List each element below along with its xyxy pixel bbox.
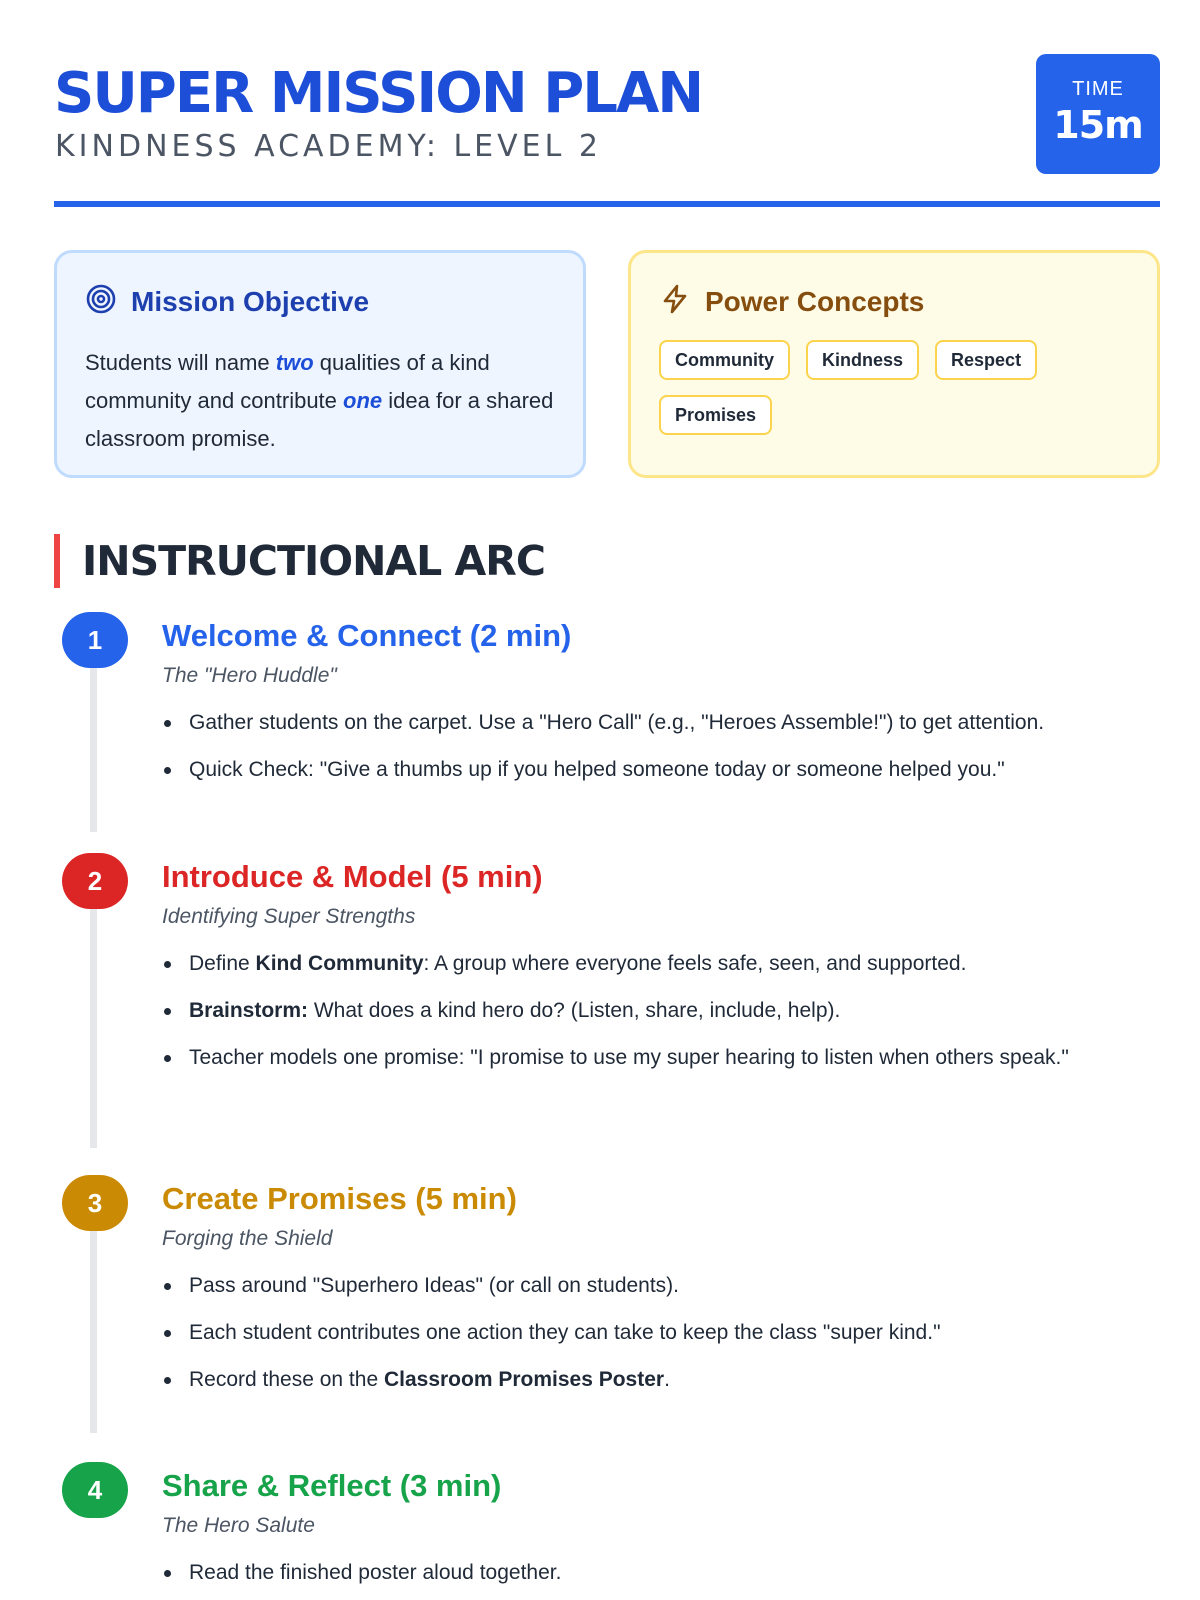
concept-tag: Kindness	[806, 340, 919, 380]
step-bullets	[162, 706, 1162, 787]
mission-objective-title: Mission Objective	[131, 285, 370, 317]
power-concepts-heading	[659, 283, 1129, 320]
step-number-badge: 2	[62, 853, 128, 909]
step-number-badge: 4	[62, 1462, 128, 1518]
list-item: Pass around "Superhero Ideas" (or call on students).	[162, 1269, 1162, 1303]
step-title: Welcome & Connect (2 min)	[162, 618, 572, 653]
time-value: 15m	[1053, 103, 1143, 147]
mission-objective-heading	[85, 283, 555, 320]
lightning-icon	[659, 283, 691, 320]
mission-objective-text: Students will name two qualities of a kind community and contribute one idea for a shared classroom promise.	[85, 350, 554, 451]
timeline-line	[90, 893, 97, 1148]
timeline-line	[90, 652, 97, 832]
step-subtitle: Identifying Super Strengths	[162, 905, 416, 928]
list-item: Quick Check: "Give a thumbs up if you helped someone today or someone helped you."	[162, 753, 1162, 787]
power-concepts-title: Power Concepts	[705, 285, 925, 317]
step-title: Share & Reflect (3 min)	[162, 1468, 502, 1503]
time-label: TIME	[1072, 78, 1124, 100]
concept-tag: Promises	[659, 395, 772, 435]
page-subtitle: KINDNESS ACADEMY: LEVEL 2	[55, 129, 602, 164]
step-bullets	[162, 1269, 1162, 1397]
list-item: Gather students on the carpet. Use a "Hero Call" (e.g., "Heroes Assemble!") to get attention.	[162, 706, 1162, 740]
step-number-badge: 3	[62, 1175, 128, 1231]
step-title: Introduce & Model (5 min)	[162, 859, 543, 894]
mission-objective-card	[54, 250, 586, 478]
step-subtitle: Forging the Shield	[162, 1227, 333, 1250]
list-item: Record these on the Classroom Promises Poster.	[162, 1363, 1162, 1397]
step-subtitle: The Hero Salute	[162, 1514, 315, 1537]
list-item: Brainstorm: What does a kind hero do? (Listen, share, include, help).	[162, 994, 1162, 1028]
step-bullets	[162, 947, 1162, 1075]
step-title: Create Promises (5 min)	[162, 1181, 517, 1216]
page-header	[54, 52, 1160, 202]
target-icon	[85, 283, 117, 320]
list-item: Teacher models one promise: "I promise to use my super hearing to listen when others speak."	[162, 1041, 1162, 1075]
concept-tag: Respect	[935, 340, 1037, 380]
step-number-badge: 1	[62, 612, 128, 668]
timeline-line	[90, 1215, 97, 1433]
concept-tags	[659, 340, 1079, 435]
header-divider	[54, 201, 1160, 207]
list-item: Define Kind Community: A group where everyone feels safe, seen, and supported.	[162, 947, 1162, 981]
time-badge	[1036, 54, 1160, 174]
section-heading: INSTRUCTIONAL ARC	[54, 534, 545, 588]
list-item: Each student contributes one action they can take to keep the class "super kind."	[162, 1316, 1162, 1350]
page-title: SUPER MISSION PLAN	[54, 61, 703, 126]
concept-tag: Community	[659, 340, 790, 380]
step-bullets	[162, 1556, 1162, 1590]
list-item: Read the finished poster aloud together.	[162, 1556, 1162, 1590]
step-subtitle: The "Hero Huddle"	[162, 664, 337, 687]
power-concepts-card	[628, 250, 1160, 478]
